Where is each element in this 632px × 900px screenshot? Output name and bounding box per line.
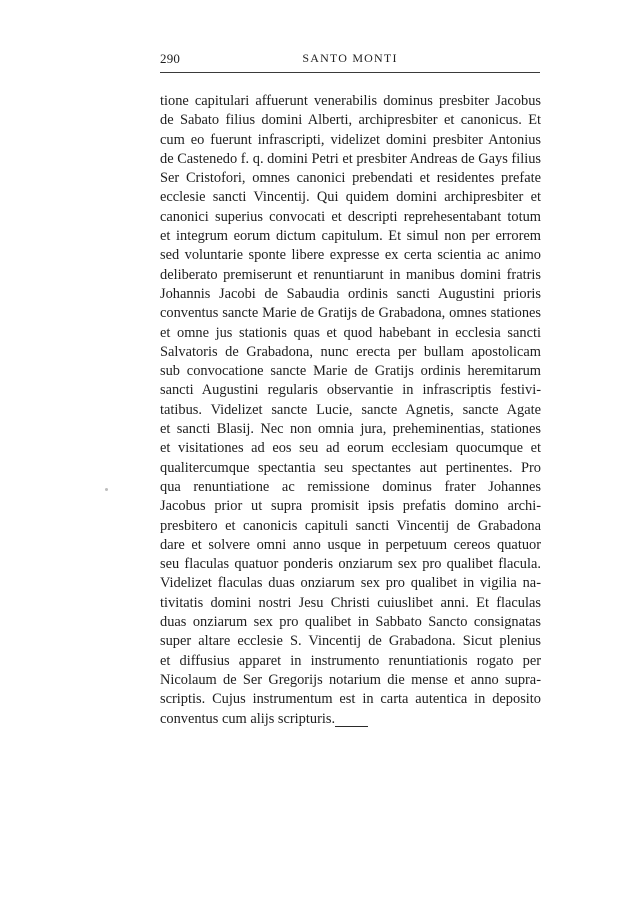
text-line: Videlizet flaculas duas onziarum sex pro qualibet in vigilia na-: [160, 575, 541, 592]
page-number: 290: [160, 51, 181, 66]
text-line: et omne jus stationis quas et quod habebant in ecclesia sancti: [160, 324, 541, 341]
scan-speck: [105, 488, 108, 491]
text-line: et sancti Blasij. Nec non omnia jura, preheminentias, stationes: [160, 421, 541, 438]
running-title: SANTO MONTI: [302, 51, 398, 65]
body-text: [160, 92, 541, 729]
text-line: super altare ecclesie S. Vincentij de Grabadona. Sicut plenius: [160, 633, 541, 650]
text-line: de Castenedo f. q. domini Petri et presbiter Andreas de Gays filius: [160, 150, 541, 167]
text-line: qua renuntiatione ac remissione dominus frater Johannes: [160, 478, 541, 495]
text-line: qualitercumque spectantia seu spectantes aut pertinentes. Pro: [160, 459, 541, 476]
text-line: Jacobus prior ut supra promisit ipsis prefatis domino archi-: [160, 498, 541, 515]
header-rule: [160, 72, 540, 73]
text-line: dare et solvere omni anno usque in perpetuum cereos quatuor: [160, 536, 541, 553]
text-line: scriptis. Cujus instrumentum est in carta autentica in deposito: [160, 691, 541, 708]
text-line: sub convocatione sancte Marie de Gratijs ordinis heremitarum: [160, 363, 541, 380]
text-line: de Sabato filius domini Alberti, archipresbiter et canonicus. Et: [160, 112, 541, 129]
text-line: et visitationes ad eos seu ad eorum ecclesiam quocumque et: [160, 440, 541, 457]
text-line: Ser Cristofori, omnes canonici prebendati et residentes prefate: [160, 170, 541, 187]
text-line: conventus sancte Marie de Gratijs de Grabadona, omnes stationes: [160, 305, 541, 322]
text-line: canonici superius convocati et descripti reprehesentabant totum: [160, 208, 541, 225]
text-line: tione capitulari affuerunt venerabilis dominus presbiter Jacobus: [160, 93, 541, 109]
text-line: conventus cum alijs scripturis.: [160, 710, 336, 727]
section-end-rule: [335, 726, 368, 727]
text-line: sancti Augustini regularis observantie in infrascriptis festivi-: [160, 382, 541, 399]
text-line: deliberato premiserunt et renuntiarunt in manibus domini fratris: [160, 266, 541, 283]
text-line: seu flaculas quatuor ponderis onziarum sex pro qualibet flacula.: [160, 556, 541, 573]
text-line: Johannis Jacobi de Sabaudia ordinis sancti Augustini prioris: [160, 285, 541, 302]
text-line: tatibus. Videlizet sancte Lucie, sancte Agnetis, sancte Agate: [160, 401, 541, 418]
text-line: Nicolaum de Ser Gregorijs notarium die mense et anno supra-: [160, 671, 541, 688]
text-line: duas onziarum sex pro qualibet in Sabbato Sancto consignatas: [160, 614, 541, 631]
text-line: presbitero et canonicis capituli sancti Vincentij de Grabadona: [160, 517, 541, 534]
text-line: Salvatoris de Grabadona, nunc erecta per bullam apostolicam: [160, 343, 541, 360]
text-line: et integrum eorum dictum capitulum. Et simul non per errorem: [160, 228, 541, 245]
text-line: tivitatis domini nostri Jesu Christi cuiuslibet anni. Et flaculas: [160, 594, 541, 611]
text-line: cum eo fuerunt infrascripti, videlizet domini presbiter Antonius: [160, 131, 541, 148]
text-line: sed voluntarie sponte libere expresse ex certa scientia ac animo: [160, 247, 541, 264]
running-header: [160, 51, 540, 69]
text-line: et diffusius apparet in instrumento renuntiationis rogato per: [160, 652, 541, 669]
text-line: ecclesie sancti Vincentij. Qui quidem domini archipresbiter et: [160, 189, 541, 206]
